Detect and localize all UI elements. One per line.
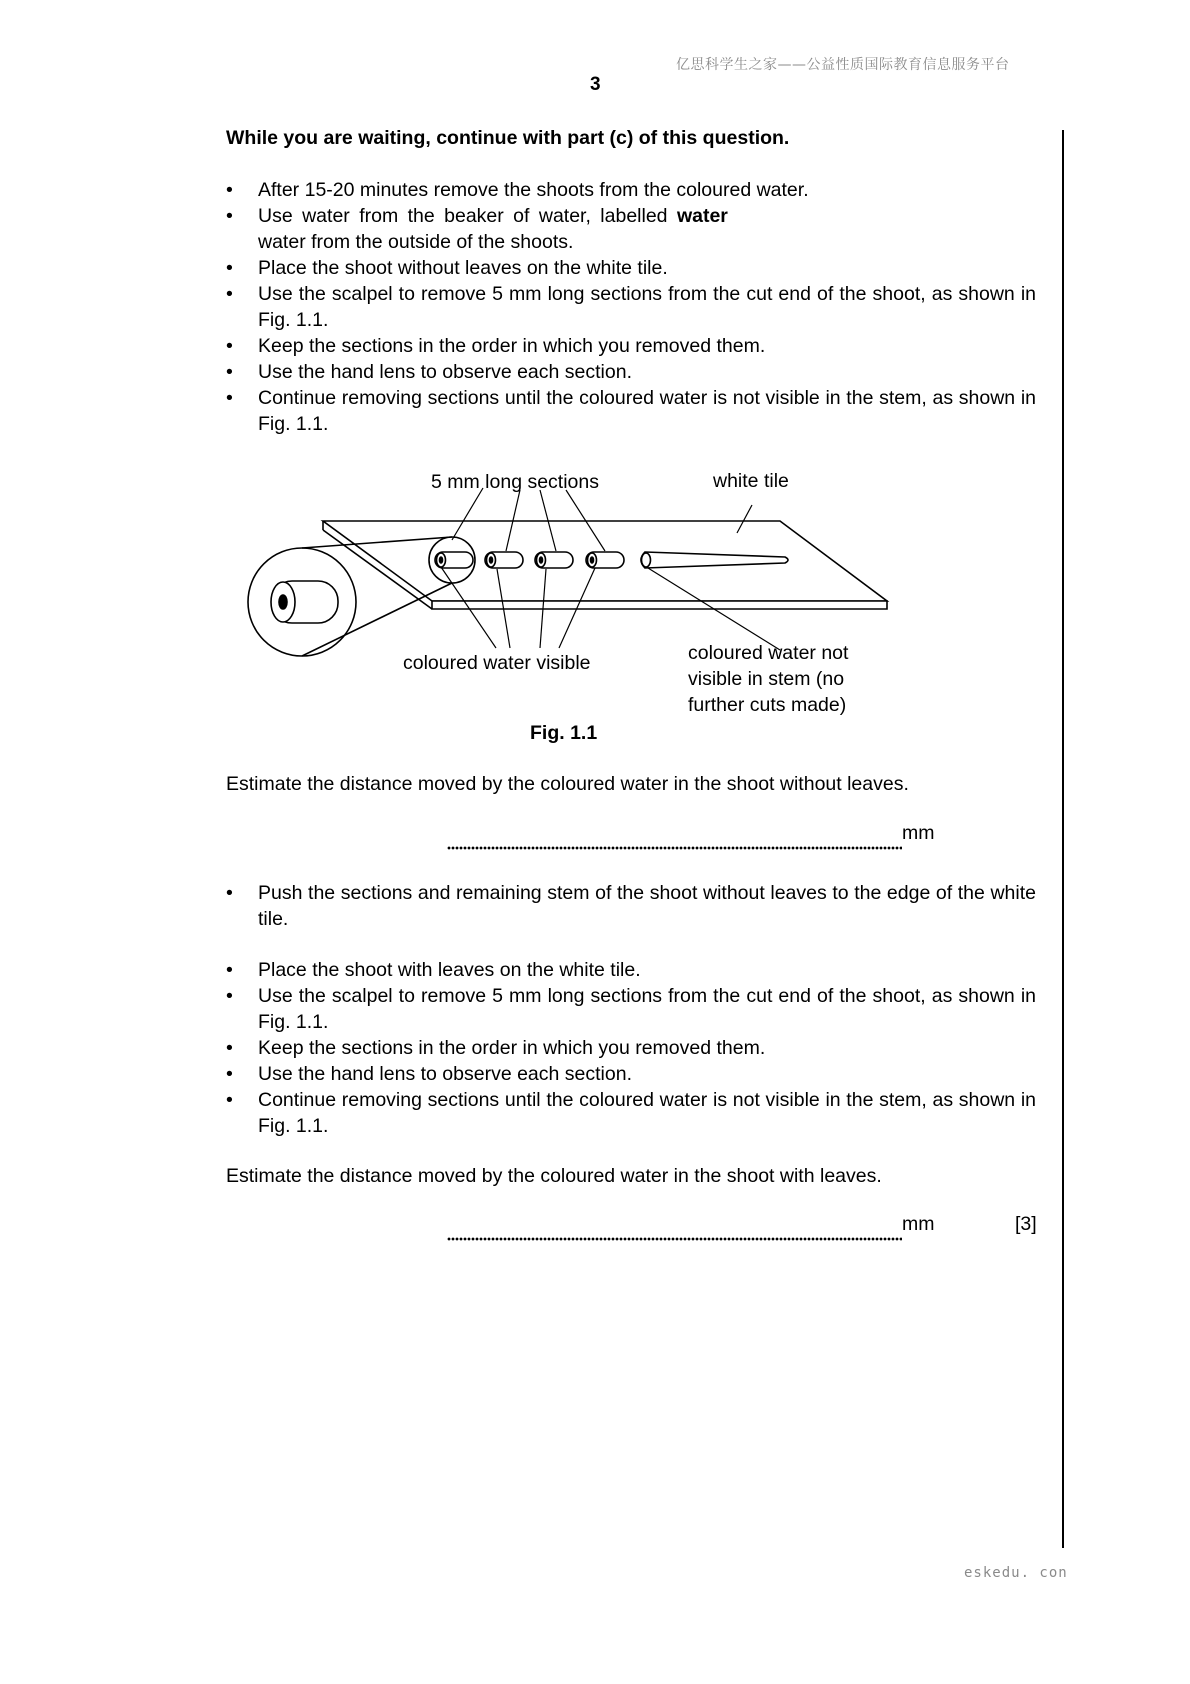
section-heading: While you are waiting, continue with part (c) of this question.	[226, 127, 790, 149]
bullet-dot: •	[226, 1037, 233, 1059]
watermark-text: 亿思科学生之家——公益性质国际教育信息服务平台	[676, 57, 1010, 73]
bullet-dot: •	[226, 361, 233, 383]
label-not-visible-1: coloured water not	[688, 642, 849, 664]
label-sections: 5 mm long sections	[431, 471, 599, 493]
footer-watermark: eskedu. con	[964, 1565, 1068, 1581]
answer-line-2[interactable]	[447, 1236, 902, 1242]
label-white-tile: white tile	[713, 470, 789, 492]
label-visible: coloured water visible	[403, 652, 591, 674]
bullet-text: Keep the sections in the order in which you removed them.	[258, 335, 766, 357]
question-shoot-without-leaves: Estimate the distance moved by the coloured water in the shoot without leaves.	[226, 773, 909, 795]
bullet-text: Use the scalpel to remove 5 mm long sections from the cut end of the shoot, as shown in Fig. 1.1.	[258, 985, 1036, 1033]
bullet-dot: •	[226, 959, 233, 981]
bullet-text: Use the hand lens to observe each section.	[258, 1063, 632, 1085]
beaker-label: water	[676, 205, 728, 227]
bullet-text: Continue removing sections until the coloured water is not visible in the stem, as shown in Fig. 1.1.	[258, 387, 1036, 435]
bullet-dot: •	[226, 179, 233, 201]
bullet-dot: •	[226, 205, 233, 227]
bullet-dot: •	[226, 1063, 233, 1085]
bullet-text: Use the scalpel to remove 5 mm long sections from the cut end of the shoot, as shown in Fig. 1.1.	[258, 283, 1036, 331]
bullet-dot: •	[226, 283, 233, 305]
label-not-visible-3: further cuts made)	[688, 694, 847, 716]
bullet-dot: •	[226, 1089, 233, 1111]
figure-caption: Fig. 1.1	[530, 722, 598, 744]
answer-line-1[interactable]	[447, 845, 902, 851]
bullet-text: Place the shoot with leaves on the white tile.	[258, 959, 641, 981]
unit-label: mm	[902, 1213, 935, 1235]
bullet-dot: •	[226, 882, 233, 904]
question-shoot-with-leaves: Estimate the distance moved by the coloured water in the shoot with leaves.	[226, 1165, 882, 1187]
bullet-dot: •	[226, 387, 233, 409]
bullet-text-part: Use water from the beaker of water, labelled	[258, 205, 668, 227]
unit-label: mm	[902, 822, 935, 844]
figure-1-1	[0, 0, 1190, 760]
bullet-text: Push the sections and remaining stem of the shoot without leaves to the edge of the white tile.	[258, 882, 1036, 930]
bullet-text: Continue removing sections until the coloured water is not visible in the stem, as shown in Fig. 1.1.	[258, 1089, 1036, 1137]
bullet-dot: •	[226, 985, 233, 1007]
bullet-text: water from the outside of the shoots.	[258, 231, 574, 253]
bullet-dot: •	[226, 257, 233, 279]
page-number: 3	[590, 74, 601, 95]
bullet-dot: •	[226, 335, 233, 357]
bullet-text: After 15-20 minutes remove the shoots from the coloured water.	[258, 179, 809, 201]
bullet-text: Place the shoot without leaves on the white tile.	[258, 257, 668, 279]
bullet-text: Use the hand lens to observe each section.	[258, 361, 632, 383]
marks-label: [3]	[1015, 1213, 1037, 1235]
bullet-text: Keep the sections in the order in which you removed them.	[258, 1037, 766, 1059]
label-not-visible-2: visible in stem (no	[688, 668, 845, 690]
